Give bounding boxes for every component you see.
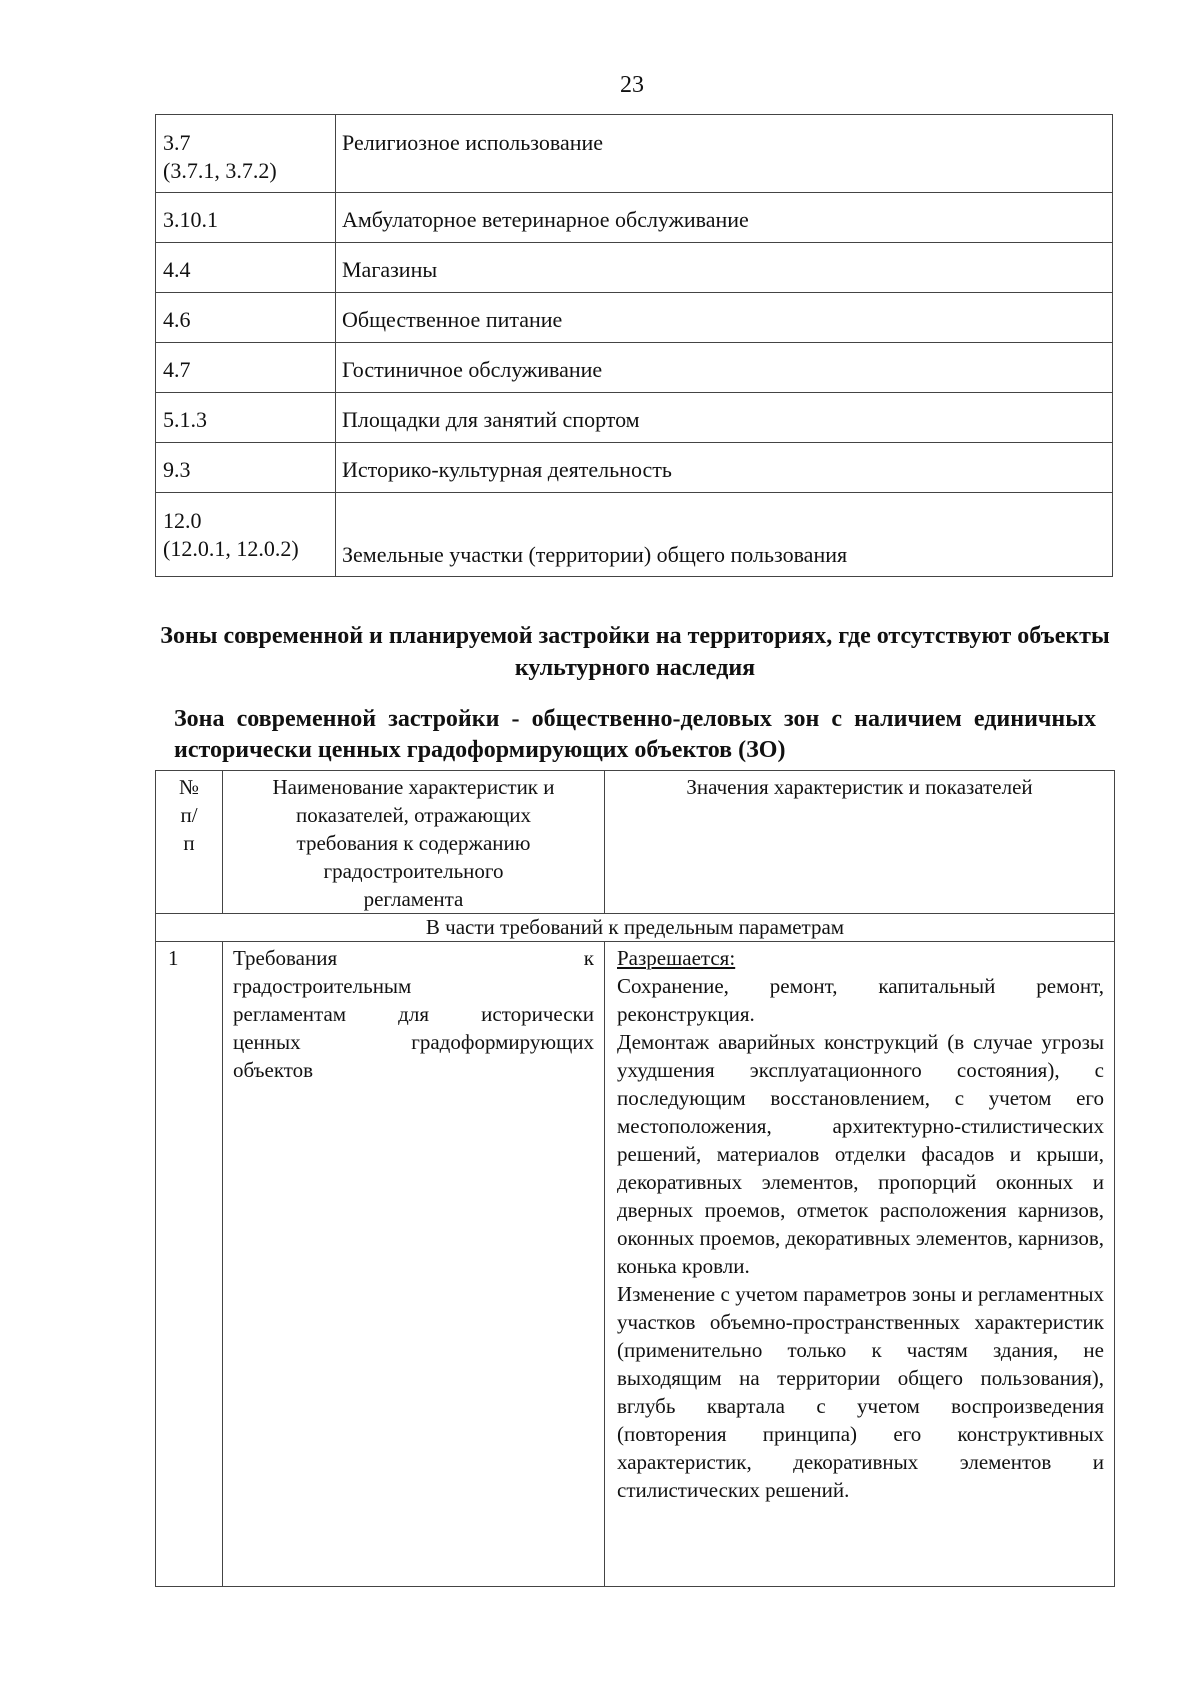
code-subcodes: (3.7.1, 3.7.2): [163, 158, 277, 183]
zone-heading: Зона современной застройки - общественно-деловых зон с наличием единичных исторически ценных градоформирующих объектов (ЗО): [174, 706, 1096, 763]
code-cell: 5.1.3: [156, 393, 336, 443]
table-row: [156, 115, 1113, 193]
use-name-cell: Гостиничное обслуживание: [336, 343, 1113, 393]
value-paragraph: Изменение с учетом параметров зоны и регламентных участков объемно-пространственных характеристик (применительно только к частям здания, не выходящим на территории общего пользования), вглубь квартала с учетом воспроизведения (повторения принципа) его конструктивных характеристик, декоративных элементов и стилистических решений.: [617, 1282, 1104, 1502]
requirement-line: Требования к: [233, 946, 594, 970]
code-cell: 9.3: [156, 443, 336, 493]
section-row: [156, 914, 1115, 942]
code-cell: 4.7: [156, 343, 336, 393]
code-cell: [156, 115, 336, 193]
section-title: В части требований к предельным параметрам: [156, 914, 1115, 942]
column-header-values: Значения характеристик и показателей: [605, 771, 1115, 914]
use-name-cell: Магазины: [336, 243, 1113, 293]
section-heading: Зоны современной и планируемой застройки на территориях, где отсутствуют объекты культурного наследия: [160, 623, 1110, 681]
requirement-value-cell: [605, 942, 1115, 1587]
header-line: регламента: [363, 887, 464, 911]
header-line: градостроительного: [323, 859, 504, 883]
permitted-label: Разрешается:: [617, 946, 736, 970]
page-number: 23: [620, 72, 644, 98]
requirement-line: ценных градоформирующих: [233, 1030, 594, 1054]
table-row: [156, 493, 1113, 577]
row-number: 1: [156, 942, 223, 1587]
code-subcodes: (12.0.1, 12.0.2): [163, 536, 299, 561]
value-paragraph: Демонтаж аварийных конструкций (в случае угрозы ухудшения эксплуатационного состояния), с последующим восстановлением, с учетом его местоположения, архитектурно-стилистических решений, материалов отделки фасадов и крыши, декоративных элементов, пропорций оконных и дверных проемов, отметок расположения карнизов, оконных проемов, декоративных элементов, карнизов, конька кровли.: [617, 1030, 1104, 1278]
table-row: [156, 293, 1113, 343]
header-line: Наименование характеристик и: [272, 775, 555, 799]
header-line: №: [178, 775, 200, 799]
header-line: требования к содержанию: [296, 831, 531, 855]
code-cell: 4.4: [156, 243, 336, 293]
code-cell: 4.6: [156, 293, 336, 343]
use-name-cell: Религиозное использование: [336, 115, 1113, 193]
table-row: [156, 443, 1113, 493]
regulations-table: [155, 770, 1115, 1587]
table-row: [156, 243, 1113, 293]
table-row: [156, 343, 1113, 393]
value-paragraph: Сохранение, ремонт, капитальный ремонт, реконструкция.: [617, 974, 1104, 1026]
land-use-codes-table: [155, 114, 1113, 577]
code-text: 12.0: [163, 508, 202, 533]
code-text: 3.7: [163, 130, 191, 155]
table-row: [156, 942, 1115, 1587]
use-name-cell: Историко-культурная деятельность: [336, 443, 1113, 493]
column-header-number: [156, 771, 223, 914]
code-cell: [156, 493, 336, 577]
header-line: п: [183, 831, 195, 855]
use-name-cell: Площадки для занятий спортом: [336, 393, 1113, 443]
table-row: [156, 193, 1113, 243]
use-name-cell: Земельные участки (территории) общего пользования: [336, 493, 1113, 577]
use-name-cell: Общественное питание: [336, 293, 1113, 343]
use-name-cell: Амбулаторное ветеринарное обслуживание: [336, 193, 1113, 243]
table-header-row: [156, 771, 1115, 914]
code-cell: 3.10.1: [156, 193, 336, 243]
header-line: показателей, отражающих: [296, 803, 531, 827]
header-line: п/: [180, 803, 198, 827]
table-row: [156, 393, 1113, 443]
requirement-line: градостроительным: [233, 974, 412, 998]
column-header-characteristic: [223, 771, 605, 914]
requirement-line: регламентам для исторически: [233, 1002, 594, 1026]
requirement-line: объектов: [233, 1058, 314, 1082]
requirement-name-cell: [223, 942, 605, 1587]
